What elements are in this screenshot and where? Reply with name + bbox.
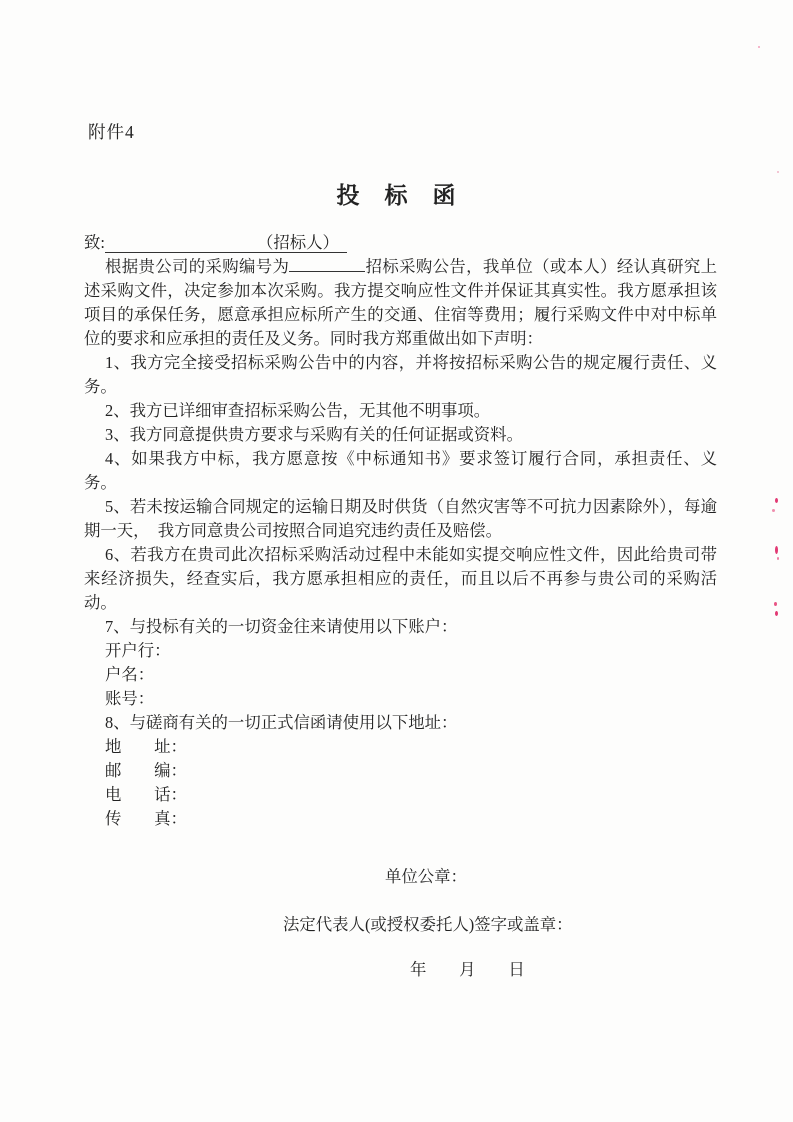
declaration-item-6: 6、若我方在贵司此次招标采购活动过程中未能如实提交响应性文件，因此给贵司带来经济损失，经查实后，我方愿承担相应的责任，而且以后不再参与贵公司的采购活动。 (84, 545, 717, 612)
scan-speck (772, 509, 775, 512)
address-field-address: 地 址： (105, 737, 187, 756)
tenderer-note: （招标人） (256, 233, 339, 252)
bank-field-account-number: 账号： (105, 689, 155, 708)
scan-speck (774, 602, 777, 606)
bank-field-opening-bank: 开户行： (105, 641, 171, 660)
declaration-item-7: 7、与投标有关的一切资金往来请使用以下账户： (105, 617, 458, 636)
attachment-label: 附件4 (88, 122, 135, 142)
scan-speck (777, 171, 779, 173)
date-line: 年 月 日 (410, 960, 525, 979)
declaration-item-1: 1、我方完全接受招标采购公告中的内容，并将按招标采购公告的规定履行责任、义务。 (84, 353, 717, 396)
tenderer-underlined-segment (105, 233, 347, 253)
declaration-item-3: 3、我方同意提供贵方要求与采购有关的任何证据或资料。 (105, 425, 523, 444)
intro-before-blank: 根据贵公司的采购编号为 (105, 257, 290, 276)
address-field-phone: 电 话： (105, 785, 187, 804)
scan-speck (775, 546, 778, 554)
scan-speck (777, 557, 779, 560)
intro-paragraph (84, 255, 717, 351)
company-seal-label: 单位公章： (385, 867, 467, 886)
address-field-postcode: 邮 编： (105, 761, 187, 780)
bank-field-account-name: 户名： (105, 665, 155, 684)
address-field-fax: 传 真： (105, 809, 187, 828)
legal-representative-signature-label: 法定代表人(或授权委托人)签字或盖章： (283, 915, 573, 934)
declaration-item-8: 8、与磋商有关的一切正式信函请使用以下地址： (105, 713, 458, 732)
declaration-item-5: 5、若未按运输合同规定的运输日期及时供货（自然灾害等不可抗力因素除外），每逾期一天， 我方同意贵公司按照合同追究违约责任及赔偿。 (84, 497, 717, 540)
declaration-item-2: 2、我方已详细审查招标采购公告，无其他不明事项。 (105, 401, 491, 420)
salutation-prefix: 致: (84, 233, 105, 252)
document-body (84, 231, 717, 982)
scan-speck (758, 46, 760, 48)
procurement-number-blank (289, 271, 365, 272)
document-title: 投 标 函 (336, 183, 457, 208)
intro-after-blank: 招标采购公告，我单位（或本人）经认真研究上述采购文件，决定参加本次采购。我方提交响应性文件并保证其真实性。我方愿承担该项目的承保任务，愿意承担应标所产生的交通、住宿等费用；履行采购文件中对中标单位的要求和应承担的责任及义务。同时我方郑重做出如下声明： (84, 257, 717, 348)
scan-speck (775, 611, 778, 616)
salutation-line (84, 231, 717, 255)
declaration-item-4: 4、如果我方中标，我方愿意按《中标通知书》要求签订履行合同，承担责任、义务。 (84, 449, 717, 492)
scan-speck (775, 498, 778, 503)
